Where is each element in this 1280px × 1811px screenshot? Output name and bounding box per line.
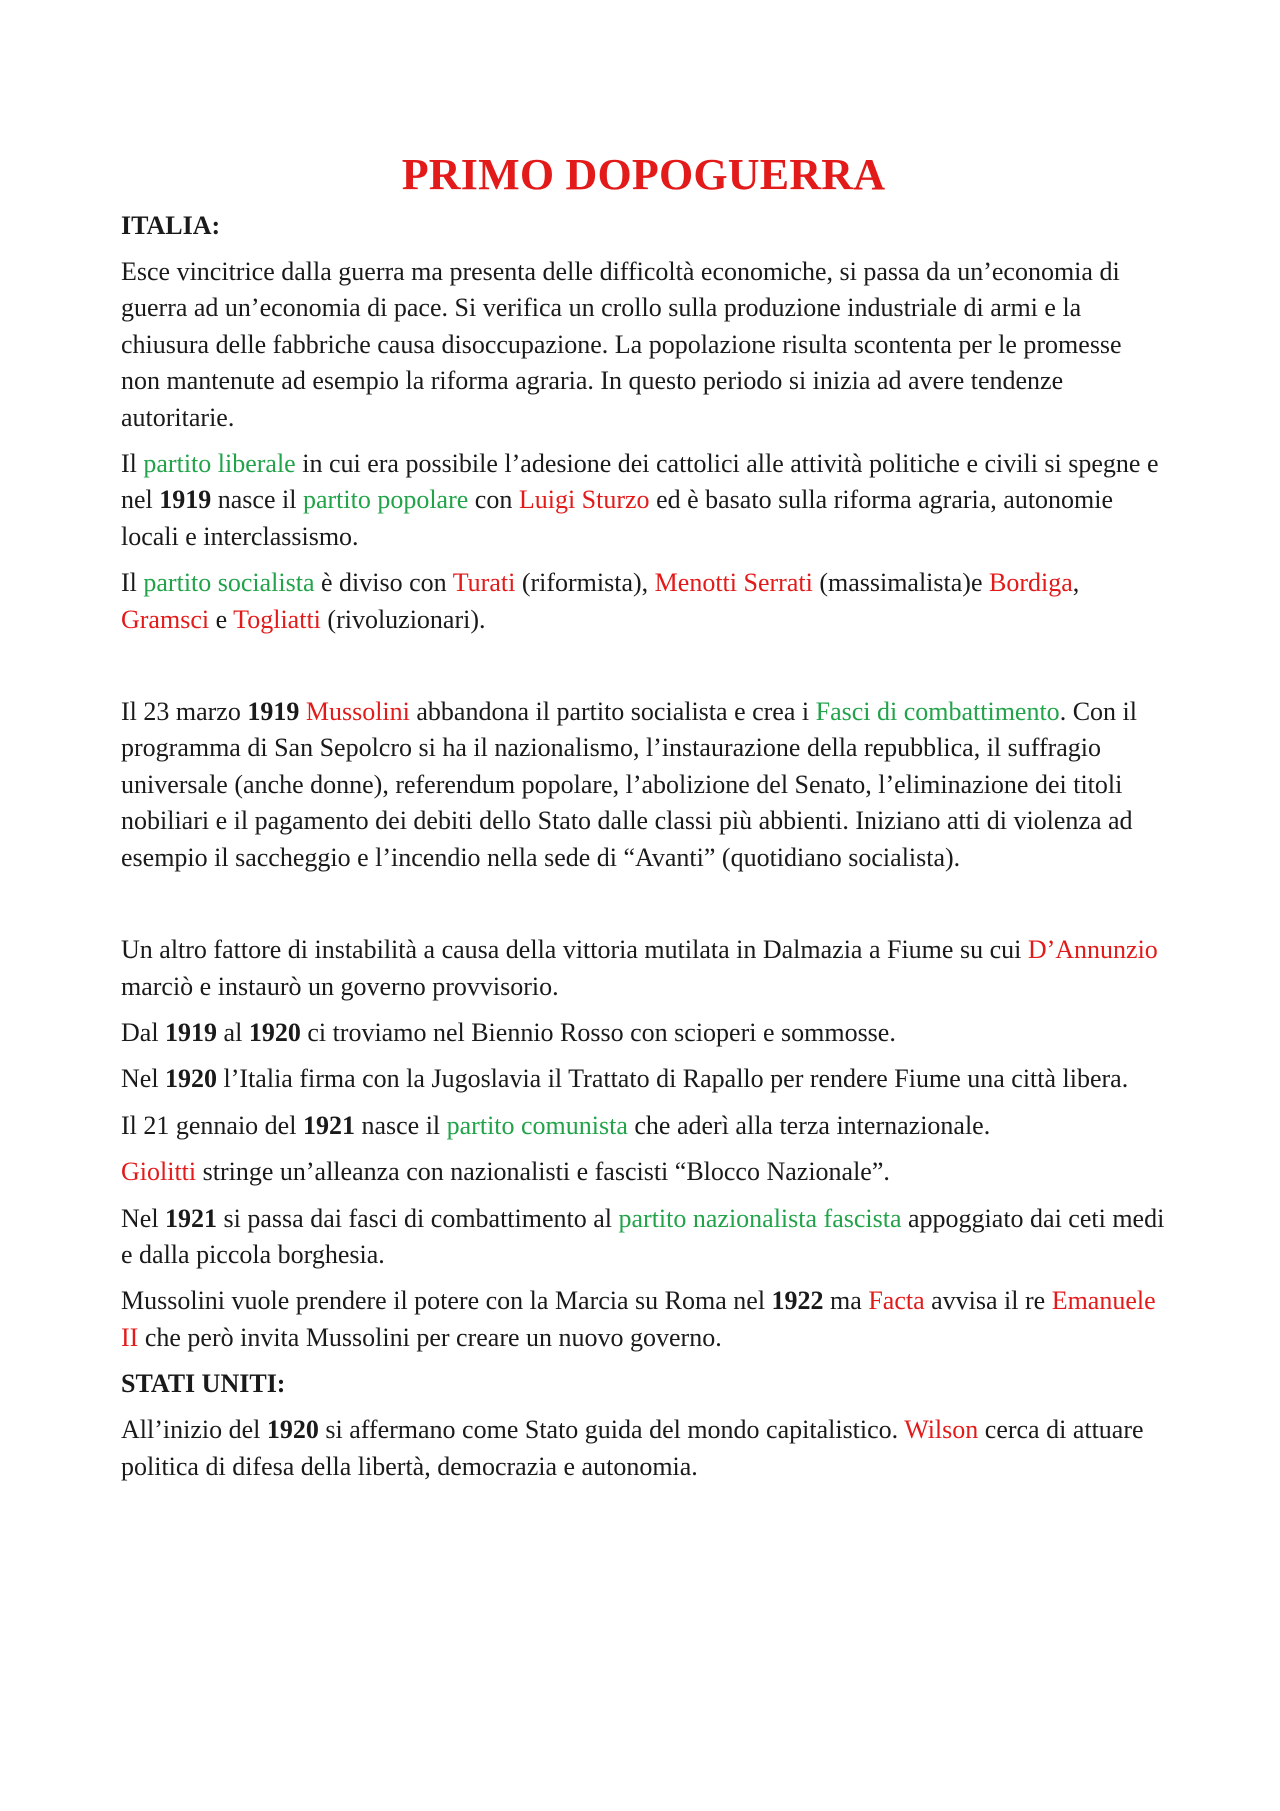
paragraph-mussolini-fasci: Il 23 marzo 1919 Mussolini abbandona il partito socialista e crea i Fasci di combattimento. Con il programma di San Sepolcro si ha il nazionalismo, l’instaurazione della repubblica, il suffragio universale (anche donne), referendum popolare, l’abolizione del Senato, l’eliminazione dei titoli nobiliari e il pagamento dei debiti dello Stato dalle classi più abbienti. Iniziano atti di violenza ad esempio il saccheggio e l’incendio nella sede di “Avanti” (quotidiano socialista). (121, 697, 1137, 872)
year-1921: 1921 (165, 1203, 218, 1233)
person-wilson: Wilson (904, 1415, 979, 1445)
paragraph-biennio-rosso: Dal 1919 al 1920 ci troviamo nel Biennio Rosso con scioperi e sommosse. (121, 1017, 896, 1047)
section-heading-stati-uniti: STATI UNITI: (121, 1369, 286, 1399)
year-1920: 1920 (266, 1415, 319, 1445)
person-giolitti: Giolitti (121, 1157, 197, 1187)
person-bordiga: Bordiga (989, 568, 1073, 598)
page-title: PRIMO DOPOGUERRA (401, 150, 886, 199)
term-partito-liberale: partito liberale (143, 449, 296, 479)
paragraph-stati-uniti: All’inizio del 1920 si affermano come Stato guida del mondo capitalistico. Wilson cerca di attuare politica di difesa della libertà, democrazia e autonomia. (121, 1415, 1144, 1481)
paragraph-rapallo: Nel 1920 l’Italia firma con la Jugoslavia il Trattato di Rapallo per rendere Fiume una città libera. (121, 1064, 1129, 1094)
paragraph-partito-comunista: Il 21 gennaio del 1921 nasce il partito comunista che aderì alla terza internazionale. (121, 1110, 991, 1140)
paragraph-partiti: Il partito liberale in cui era possibile l’adesione dei cattolici alle attività politiche e civili si spegne e nel 1919 nasce il partito popolare con Luigi Sturzo ed è basato sulla riforma agraria, autonomie locali e interclassismo. (121, 449, 1159, 551)
person-facta: Facta (868, 1286, 925, 1316)
paragraph-pnf: Nel 1921 si passa dai fasci di combattimento al partito nazionalista fascista appoggiato dai ceti medi e dalla piccola borghesia. (121, 1203, 1165, 1269)
term-fasci-di-combattimento: Fasci di combattimento (815, 697, 1060, 727)
person-turati: Turati (452, 568, 516, 598)
section-heading-italia: ITALIA: (121, 211, 221, 240)
paragraph-italia-intro: Esce vincitrice dalla guerra ma presenta delle difficoltà economiche, si passa da un’economia di guerra ad un’economia di pace. Si verifica un crollo sulla produzione industriale di armi e la chiusura delle fabbriche causa disoccupazione. La popolazione risulta scontenta per le promesse non mantenute ad esempio la riforma agraria. In questo periodo si inizia ad avere tendenze autoritarie. (121, 257, 1122, 432)
paragraph-giolitti: Giolitti stringe un’alleanza con nazionalisti e fascisti “Blocco Nazionale”. (121, 1157, 890, 1187)
person-luigi-sturzo: Luigi Sturzo (518, 485, 650, 515)
year-1921: 1921 (302, 1110, 355, 1140)
person-mussolini: Mussolini (305, 697, 410, 727)
year-1920: 1920 (248, 1017, 301, 1047)
person-menotti-serrati: Menotti Serrati (654, 568, 813, 598)
paragraph-fiume: Un altro fattore di instabilità a causa della vittoria mutilata in Dalmazia a Fiume su cui D’Annunzio marciò e instaurò un governo provvisorio. (121, 935, 1158, 1001)
year-1920: 1920 (165, 1064, 218, 1094)
year-1919: 1919 (159, 485, 212, 515)
term-partito-nazionalista-fascista: partito nazionalista fascista (618, 1203, 902, 1233)
person-dannunzio: D’Annunzio (1027, 935, 1158, 965)
person-togliatti: Togliatti (233, 604, 321, 634)
person-emanuele-ii: Emanuele II (121, 1286, 1156, 1352)
paragraph-marcia-su-roma: Mussolini vuole prendere il potere con la Marcia su Roma nel 1922 ma Facta avvisa il re Emanuele II che però invita Mussolini per creare un nuovo governo. (121, 1286, 1156, 1352)
year-1919: 1919 (165, 1017, 218, 1047)
paragraph-partito-socialista: Il partito socialista è diviso con Turati (riformista), Menotti Serrati (massimalista)e Bordiga, Gramsci e Togliatti (rivoluzionari). (121, 568, 1080, 634)
year-1922: 1922 (771, 1286, 824, 1316)
year-1919: 1919 (247, 697, 300, 727)
term-partito-comunista: partito comunista (446, 1110, 628, 1140)
term-partito-popolare: partito popolare (302, 485, 469, 515)
term-partito-socialista: partito socialista (143, 568, 315, 598)
document-content (121, 148, 1166, 1485)
person-gramsci: Gramsci (121, 604, 210, 634)
